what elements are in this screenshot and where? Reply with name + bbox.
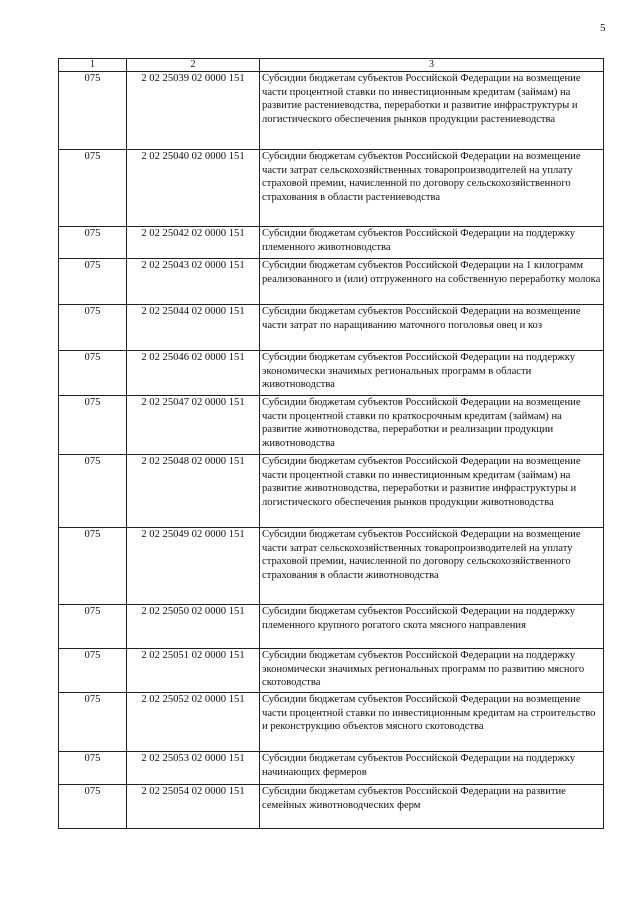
table-row [59, 752, 604, 785]
revenue-name-cell: Субсидии бюджетам субъектов Российской Федерации на поддержку экономически значимых региональных программ по развитию мясного скотоводства [260, 649, 604, 693]
budget-code-cell: 2 02 25054 02 0000 151 [127, 785, 260, 829]
budget-code-cell: 2 02 25053 02 0000 151 [127, 752, 260, 785]
budget-code-cell: 2 02 25039 02 0000 151 [127, 72, 260, 150]
budget-code-cell: 2 02 25052 02 0000 151 [127, 693, 260, 752]
table-row [59, 528, 604, 605]
revenue-name-cell: Субсидии бюджетам субъектов Российской Федерации на поддержку начинающих фермеров [260, 752, 604, 785]
revenue-name-cell: Субсидии бюджетам субъектов Российской Федерации на возмещение части затрат сельскохозяйственных товаропроизводителей на уплату страховой премии, начисленной по договору сельскохозяйственного страхования в области животноводства [260, 528, 604, 605]
revenue-name-cell: Субсидии бюджетам субъектов Российской Федерации на поддержку экономически значимых региональных программ в области животноводства [260, 351, 604, 396]
table-row [59, 605, 604, 649]
table-row [59, 649, 604, 693]
budget-code-cell: 2 02 25047 02 0000 151 [127, 396, 260, 455]
budget-code-cell: 2 02 25040 02 0000 151 [127, 150, 260, 227]
column-header-1: 1 [59, 59, 127, 72]
revenue-name-cell: Субсидии бюджетам субъектов Российской Федерации на поддержку племенного животноводства [260, 227, 604, 259]
admin-code-cell: 075 [59, 693, 127, 752]
admin-code-cell: 075 [59, 305, 127, 351]
table-row [59, 227, 604, 259]
table-row [59, 455, 604, 528]
column-number-row [59, 59, 604, 72]
table-row [59, 396, 604, 455]
budget-code-cell: 2 02 25050 02 0000 151 [127, 605, 260, 649]
admin-code-cell: 075 [59, 227, 127, 259]
admin-code-cell: 075 [59, 150, 127, 227]
budget-code-cell: 2 02 25042 02 0000 151 [127, 227, 260, 259]
budget-code-cell: 2 02 25043 02 0000 151 [127, 259, 260, 305]
admin-code-cell: 075 [59, 605, 127, 649]
admin-code-cell: 075 [59, 752, 127, 785]
budget-code-cell: 2 02 25048 02 0000 151 [127, 455, 260, 528]
table-body [59, 72, 604, 829]
table-row [59, 693, 604, 752]
column-header-2: 2 [127, 59, 260, 72]
admin-code-cell: 075 [59, 455, 127, 528]
budget-code-cell: 2 02 25044 02 0000 151 [127, 305, 260, 351]
revenue-name-cell: Субсидии бюджетам субъектов Российской Федерации на возмещение части процентной ставки по инвестиционным кредитам (займам) на развитие растениеводства, переработки и развитие инфраструктуры и логистического обеспечения рынков продукции растениеводства [260, 72, 604, 150]
revenue-name-cell: Субсидии бюджетам субъектов Российской Федерации на 1 килограмм реализованного и (или) отгруженного на собственную переработку молока [260, 259, 604, 305]
revenue-name-cell: Субсидии бюджетам субъектов Российской Федерации на возмещение части затрат сельскохозяйственных товаропроизводителей на уплату страховой премии, начисленной по договору сельскохозяйственного страхования в области растениеводства [260, 150, 604, 227]
table-row [59, 785, 604, 829]
revenue-name-cell: Субсидии бюджетам субъектов Российской Федерации на возмещение части процентной ставки по краткосрочным кредитам (займам) на развитие животноводства, переработки и реализации продукции животноводства [260, 396, 604, 455]
table-row [59, 305, 604, 351]
revenue-name-cell: Субсидии бюджетам субъектов Российской Федерации на развитие семейных животноводческих ферм [260, 785, 604, 829]
admin-code-cell: 075 [59, 72, 127, 150]
budget-code-cell: 2 02 25049 02 0000 151 [127, 528, 260, 605]
revenue-name-cell: Субсидии бюджетам субъектов Российской Федерации на поддержку племенного крупного рогатого скота мясного направления [260, 605, 604, 649]
budget-code-cell: 2 02 25046 02 0000 151 [127, 351, 260, 396]
admin-code-cell: 075 [59, 259, 127, 305]
admin-code-cell: 075 [59, 351, 127, 396]
admin-code-cell: 075 [59, 528, 127, 605]
revenue-name-cell: Субсидии бюджетам субъектов Российской Федерации на возмещение части процентной ставки по инвестиционным кредитам на строительство и реконструкцию объектов мясного скотоводства [260, 693, 604, 752]
table-row [59, 150, 604, 227]
page-number: 5 [600, 22, 606, 34]
revenue-name-cell: Субсидии бюджетам субъектов Российской Федерации на возмещение части процентной ставки по инвестиционным кредитам (займам) на развитие животноводства, переработки и развитие инфраструктуры и логистического обеспечения рынков продукции животноводства [260, 455, 604, 528]
column-header-3: 3 [260, 59, 604, 72]
revenue-name-cell: Субсидии бюджетам субъектов Российской Федерации на возмещение части затрат по наращиванию маточного поголовья овец и коз [260, 305, 604, 351]
admin-code-cell: 075 [59, 785, 127, 829]
table-row [59, 72, 604, 150]
table-row [59, 259, 604, 305]
admin-code-cell: 075 [59, 396, 127, 455]
budget-code-cell: 2 02 25051 02 0000 151 [127, 649, 260, 693]
table-row [59, 351, 604, 396]
budget-classification-table [58, 58, 604, 829]
admin-code-cell: 075 [59, 649, 127, 693]
